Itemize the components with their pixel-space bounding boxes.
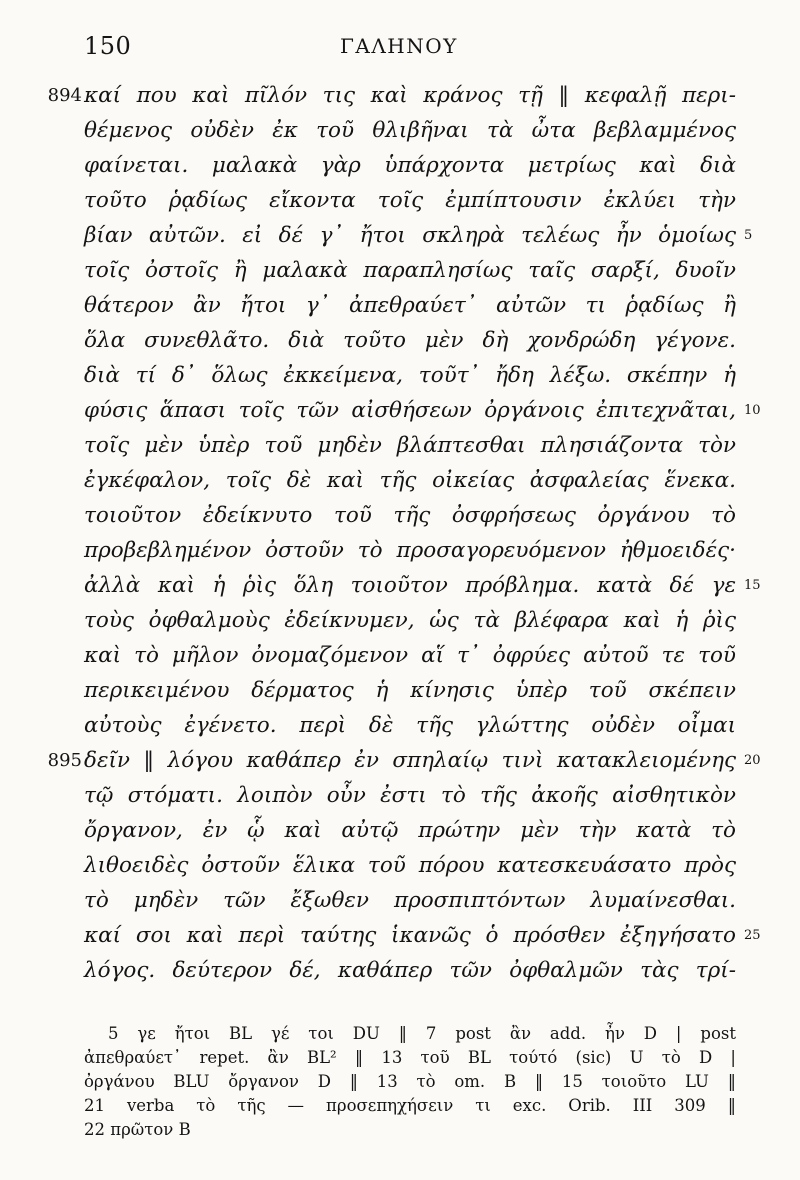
text-line: λόγος. δεύτερον δέ, καθάπερ τῶν ὀφθαλμῶν τὰς τρί- <box>84 958 736 983</box>
text-line: βίαν αὐτῶν. εἰ δέ γ᾽ ἤτοι σκληρὰ τελέως ἦν ὁμοίως <box>84 223 736 248</box>
text-line: ὄργανον, ἐν ᾧ καὶ αὐτῷ πρώτην μὲν τὴν κατὰ τὸ <box>84 818 736 843</box>
margin-page-reference: 894 <box>47 85 82 106</box>
text-line: καί που καὶ πῖλόν τις καὶ κράνος τῇ ‖ κεφαλῇ περι- <box>84 83 736 108</box>
text-line: τοῦτο ῥᾳδίως εἴκοντα τοῖς ἐμπίπτουσιν ἐκλύει τὴν <box>84 188 736 213</box>
text-line: αὐτοὺς ἐγένετο. περὶ δὲ τῆς γλώττης οὐδὲν οἶμαι <box>84 713 736 738</box>
text-line: ἀλλὰ καὶ ἡ ῥὶς ὅλη τοιοῦτον πρόβλημα. κατὰ δέ γε <box>84 573 736 598</box>
text-line: διὰ τί δ᾽ ὅλως ἐκκείμενα, τοῦτ᾽ ἤδη λέξω. σκέπην ἡ <box>84 363 736 388</box>
text-line: καί σοι καὶ περὶ ταύτης ἱκανῶς ὁ πρόσθεν ἐξηγήσατο <box>84 923 736 948</box>
text-line: θέμενος οὐδὲν ἐκ τοῦ θλιβῆναι τὰ ὦτα βεβλαμμένος <box>84 118 736 143</box>
text-line: θάτερον ἂν ἤτοι γ᾽ ἀπεθραύετ᾽ αὐτῶν τι ῥᾳδίως ἢ <box>84 293 736 318</box>
line-number: 15 <box>744 578 761 593</box>
line-number: 5 <box>744 228 753 243</box>
line-number: 20 <box>744 753 761 768</box>
text-line: τοῖς μὲν ὑπὲρ τοῦ μηδὲν βλάπτεσθαι πλησιάζοντα τὸν <box>84 433 736 458</box>
text-line: προβεβλημένον ὀστοῦν τὸ προσαγορευόμενον ἠθμοειδές· <box>84 538 736 563</box>
line-number: 10 <box>744 403 761 418</box>
page-number: 150 <box>84 32 132 60</box>
running-title: ΓΑΛΗΝΟΥ <box>340 34 458 58</box>
text-line: φαίνεται. μαλακὰ γὰρ ὑπάρχοντα μετρίως καὶ διὰ <box>84 153 736 178</box>
text-line: τοὺς ὀφθαλμοὺς ἐδείκνυμεν, ὡς τὰ βλέφαρα καὶ ἡ ῥὶς <box>84 608 736 633</box>
text-line: φύσις ἅπασι τοῖς τῶν αἰσθήσεων ὀργάνοις ἐπιτεχνᾶται, <box>84 398 736 423</box>
text-line: περικειμένου δέρματος ἡ κίνησις ὑπὲρ τοῦ σκέπειν <box>84 678 736 703</box>
text-line: ὅλα συνεθλᾶτο. διὰ τοῦτο μὲν δὴ χονδρώδη γέγονε. <box>84 328 736 353</box>
page-header <box>0 32 800 68</box>
text-line: τοιοῦτον ἐδείκνυτο τοῦ τῆς ὀσφρήσεως ὀργάνου τὸ <box>84 503 736 528</box>
text-line: τὸ μηδὲν τῶν ἔξωθεν προσπιπτόντων λυμαίνεσθαι. <box>84 888 736 913</box>
text-line: τῷ στόματι. λοιπὸν οὖν ἐστι τὸ τῆς ἀκοῆς αἰσθητικὸν <box>84 783 736 808</box>
text-line: τοῖς ὀστοῖς ἢ μαλακὰ παραπλησίως ταῖς σαρξί, δυοῖν <box>84 258 736 283</box>
line-number: 25 <box>744 928 761 943</box>
text-line: λιθοειδὲς ὀστοῦν ἕλικα τοῦ πόρου κατεσκευάσατο πρὸς <box>84 853 736 878</box>
text-line: ἐγκέφαλον, τοῖς δὲ καὶ τῆς οἰκείας ἀσφαλείας ἕνεκα. <box>84 468 736 493</box>
footnote-line: 22 πρῶτον B <box>84 1120 191 1139</box>
text-line: καὶ τὸ μῆλον ὀνομαζόμενον αἵ τ᾽ ὀφρύες αὐτοῦ τε τοῦ <box>84 643 736 668</box>
footnote-line: 5 γε ἤτοι BL γέ τοι DU ‖ 7 post ἂν add. ἦν D | post <box>108 1024 736 1043</box>
footnote-line: 21 verba τὸ τῆς — προσεπηχήσειν τι exc. Orib. III 309 ‖ <box>84 1096 736 1115</box>
footnote-line: ἀπεθραύετ᾽ repet. ἂν BL² ‖ 13 τοῦ BL τούτό (sic) U τὸ D | <box>84 1048 736 1067</box>
text-line: δεῖν ‖ λόγου καθάπερ ἐν σπηλαίῳ τινὶ κατακλειομένης <box>84 748 736 773</box>
margin-page-reference: 895 <box>47 750 82 771</box>
footnote-line: ὀργάνου BLU ὄργανον D ‖ 13 τὸ om. B ‖ 15 τοιοῦτο LU ‖ <box>84 1072 736 1091</box>
